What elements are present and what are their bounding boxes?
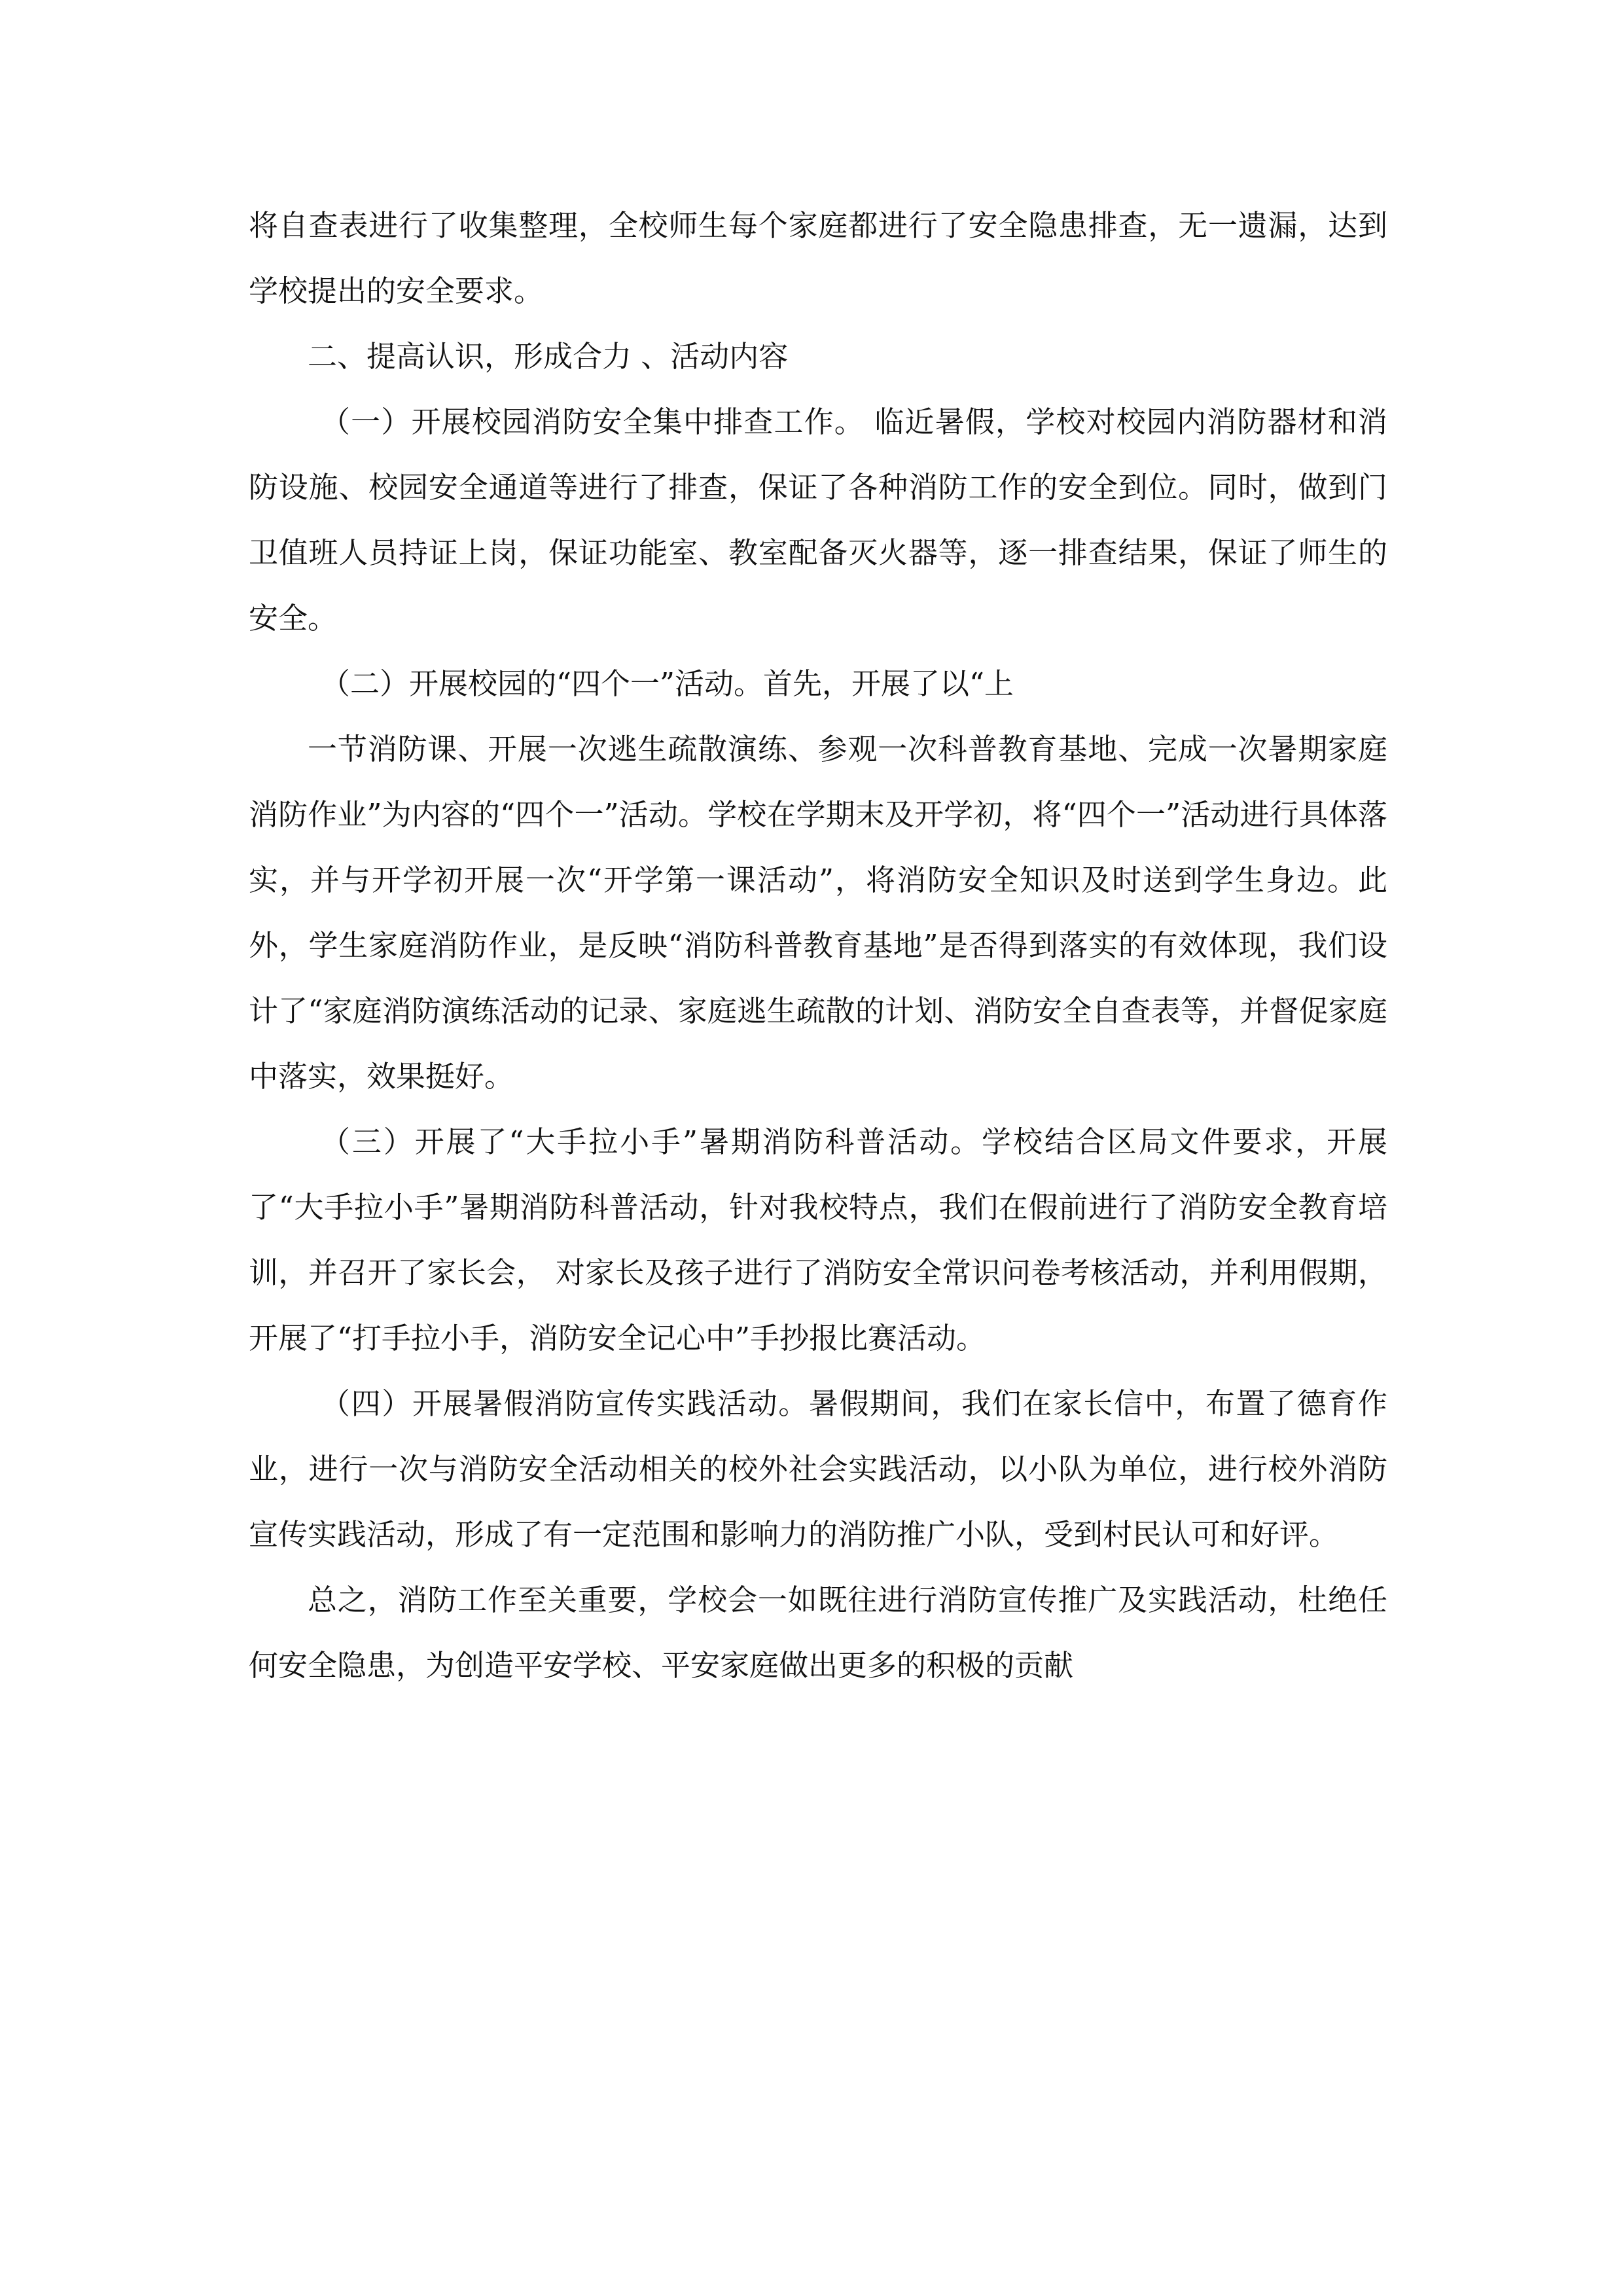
paragraph-conclusion: 总之，消防工作至关重要，学校会一如既往进行消防宣传推广及实践活动，杜绝任何安全隐患，为创造平安学校、平安家庭做出更多的积极的贡献 (249, 1583, 1387, 1683)
document-body (249, 193, 1387, 1698)
paragraph-continuation: 将自查表进行了收集整理，全校师生每个家庭都进行了安全隐患排查，无一遗漏，达到学校提出的安全要求。 (249, 208, 1387, 308)
paragraph-item-4: （四）开展暑假消防宣传实践活动。暑假期间，我们在家长信中，布置了德育作业，进行一次与消防安全活动相关的校外社会实践活动，以小队为单位，进行校外消防宣传实践活动，形成了有一定范围和影响力的消防推广小队，受到村民认可和好评。 (249, 1386, 1387, 1552)
paragraph-item-2-lead: （二）开展校园的“四个一”活动。首先，开展了以“上 (321, 666, 1014, 701)
paragraph-item-3: （三）开展了“大手拉小手”暑期消防科普活动。学校结合区局文件要求，开展了“大手拉小手”暑期消防科普活动，针对我校特点，我们在假前进行了消防安全教育培训，并召开了家长会， 对家长及孩子进行了消防安全常识问卷考核活动，并利用假期，开展了“打手拉小手，消防安全记心中”手抄报比赛活动。 (249, 1124, 1387, 1355)
paragraph-item-1: （一）开展校园消防安全集中排查工作。 临近暑假，学校对校园内消防器材和消防设施、校园安全通道等进行了排查，保证了各种消防工作的安全到位。同时，做到门卫值班人员持证上岗，保证功能室、教室配备灭火器等，逐一排查结果，保证了师生的安全。 (249, 404, 1387, 636)
paragraph-item-2-body: 一节消防课、开展一次逃生疏散演练、参观一次科普教育基地、完成一次暑期家庭消防作业”为内容的“四个一”活动。学校在学期末及开学初，将“四个一”活动进行具体落实，并与开学初开展一次“开学第一课活动”，将消防安全知识及时送到学生身边。此外，学生家庭消防作业，是反映“消防科普教育基地”是否得到落实的有效体现，我们设计了“家庭消防演练活动的记录、家庭逃生疏散的计划、消防安全自查表等，并督促家庭中落实，效果挺好。 (249, 732, 1387, 1094)
section-heading-2: 二、提高认识，形成合力 、活动内容 (308, 339, 789, 374)
